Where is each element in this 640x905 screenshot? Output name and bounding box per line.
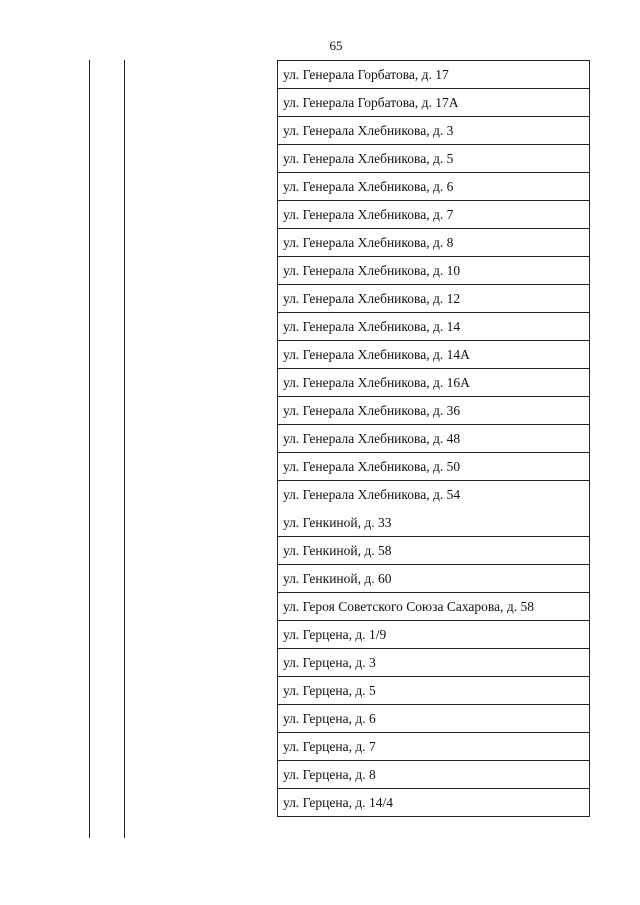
address-cell: ул. Герцена, д. 6 bbox=[283, 710, 376, 726]
address-cell: ул. Генерала Горбатова, д. 17 bbox=[283, 66, 449, 82]
table-column-border-left bbox=[89, 60, 90, 838]
table-row bbox=[278, 788, 589, 816]
table-row bbox=[278, 200, 589, 228]
address-cell: ул. Генерала Хлебникова, д. 8 bbox=[283, 234, 454, 250]
table-row bbox=[278, 676, 589, 704]
table-row bbox=[278, 284, 589, 312]
table-row bbox=[278, 368, 589, 396]
table-row bbox=[278, 480, 589, 508]
address-cell: ул. Генерала Хлебникова, д. 14А bbox=[283, 346, 470, 362]
table-row bbox=[278, 564, 589, 592]
table-row bbox=[278, 424, 589, 452]
address-cell: ул. Генерала Хлебникова, д. 5 bbox=[283, 150, 454, 166]
table-row bbox=[278, 144, 589, 172]
table-row bbox=[278, 228, 589, 256]
table-row bbox=[278, 60, 589, 88]
table-row bbox=[278, 312, 589, 340]
table-column-border-second bbox=[124, 60, 125, 838]
table-row bbox=[278, 452, 589, 480]
address-cell: ул. Герцена, д. 3 bbox=[283, 654, 376, 670]
table-row bbox=[278, 620, 589, 648]
table-row bbox=[278, 536, 589, 564]
address-cell: ул. Генерала Хлебникова, д. 3 bbox=[283, 122, 454, 138]
address-cell: ул. Генерала Хлебникова, д. 50 bbox=[283, 458, 461, 474]
table-row bbox=[278, 88, 589, 116]
table-row bbox=[278, 760, 589, 788]
address-cell: ул. Герцена, д. 14/4 bbox=[283, 794, 393, 810]
address-cell: ул. Генерала Хлебникова, д. 54 bbox=[283, 486, 461, 502]
table-row bbox=[278, 592, 589, 620]
table-row bbox=[278, 116, 589, 144]
table-row bbox=[278, 340, 589, 368]
address-cell: ул. Герцена, д. 8 bbox=[283, 766, 376, 782]
page-number: 65 bbox=[329, 38, 343, 53]
address-cell: ул. Генерала Хлебникова, д. 14 bbox=[283, 318, 461, 334]
address-cell: ул. Генкиной, д. 33 bbox=[283, 514, 392, 530]
address-cell: ул. Герцена, д. 7 bbox=[283, 738, 376, 754]
address-cell: ул. Генерала Хлебникова, д. 6 bbox=[283, 178, 454, 194]
address-table bbox=[277, 60, 590, 817]
table-row bbox=[278, 508, 589, 536]
address-cell: ул. Генкиной, д. 58 bbox=[283, 542, 392, 558]
address-cell: ул. Генерала Хлебникова, д. 16А bbox=[283, 374, 470, 390]
address-cell: ул. Генерала Хлебникова, д. 48 bbox=[283, 430, 461, 446]
table-row bbox=[278, 732, 589, 760]
address-cell: ул. Генкиной, д. 60 bbox=[283, 570, 392, 586]
table-row bbox=[278, 172, 589, 200]
address-cell: ул. Генерала Хлебникова, д. 12 bbox=[283, 290, 461, 306]
address-cell: ул. Герцена, д. 1/9 bbox=[283, 626, 387, 642]
table-row bbox=[278, 396, 589, 424]
address-cell: ул. Генерала Горбатова, д. 17А bbox=[283, 94, 459, 110]
address-cell: ул. Героя Советского Союза Сахарова, д. 58 bbox=[283, 598, 534, 614]
address-cell: ул. Генерала Хлебникова, д. 36 bbox=[283, 402, 461, 418]
table-row bbox=[278, 648, 589, 676]
address-cell: ул. Генерала Хлебникова, д. 7 bbox=[283, 206, 454, 222]
table-row bbox=[278, 704, 589, 732]
address-cell: ул. Герцена, д. 5 bbox=[283, 682, 376, 698]
address-cell: ул. Генерала Хлебникова, д. 10 bbox=[283, 262, 461, 278]
table-row bbox=[278, 256, 589, 284]
